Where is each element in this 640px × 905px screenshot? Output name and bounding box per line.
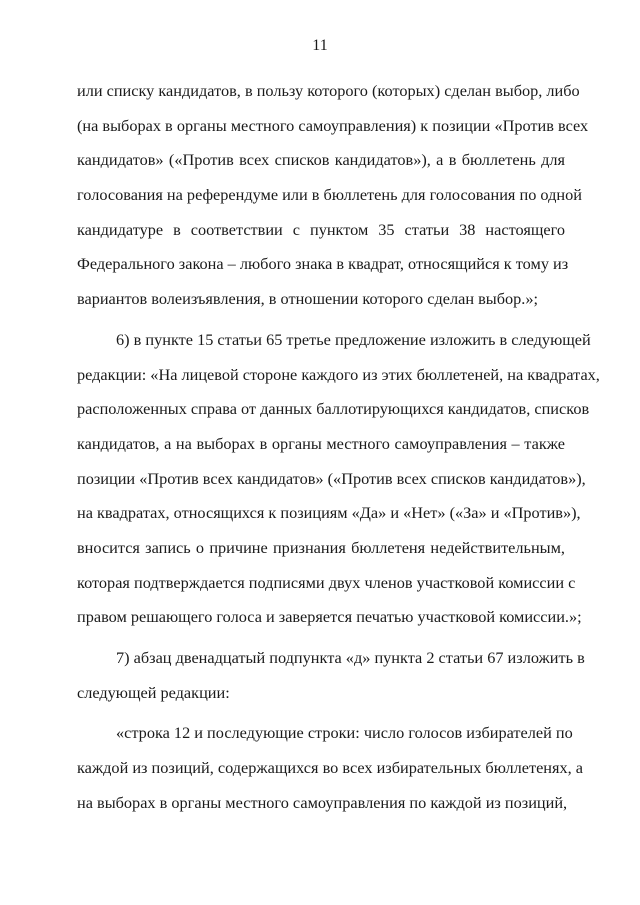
paragraph-item-6	[77, 323, 600, 635]
text-line: «строка 12 и последующие строки: число голосов избирателей по	[116, 723, 573, 743]
paragraph-item-7	[77, 641, 585, 710]
paragraph-quote	[77, 716, 584, 820]
text-line: позиции «Против всех кандидатов» («Против всех списков кандидатов»),	[77, 468, 586, 488]
paragraph-continuation	[77, 74, 589, 317]
text-line: вносится запись о причине признания бюллетеня недействительным,	[77, 537, 565, 557]
text-line: или списку кандидатов, в пользу которого (которых) сделан выбор, либо	[77, 81, 580, 100]
text-line: каждой из позиций, содержащихся во всех избирательных бюллетенях, а	[77, 758, 584, 778]
text-line: следующей редакции:	[77, 682, 230, 702]
document-body	[77, 74, 600, 820]
text-line: расположенных справа от данных баллотирующихся кандидатов, списков	[77, 399, 590, 419]
text-line: на выборах в органы местного самоуправления по каждой из позиций,	[77, 792, 568, 812]
text-line: редакции: «На лицевой стороне каждого из этих бюллетеней, на квадратах,	[77, 364, 600, 384]
text-line: Федерального закона – любого знака в квадрат, относящийся к тому из	[77, 254, 569, 274]
text-line: правом решающего голоса и заверяется печатью участковой комиссии.»;	[77, 607, 582, 627]
text-line: 7) абзац двенадцатый подпункта «д» пункта 2 статьи 67 изложить в	[116, 648, 585, 667]
text-line: которая подтверждается подписями двух членов участковой комиссии с	[77, 572, 576, 592]
text-line: на квадратах, относящихся к позициям «Да» и «Нет» («За» и «Против»),	[77, 503, 581, 523]
text-line: кандидатуре в соответствии с пунктом 35 статьи 38 настоящего	[77, 219, 565, 239]
text-line: (на выборах в органы местного самоуправления) к позиции «Против всех	[77, 115, 589, 135]
text-line: кандидатов, а на выборах в органы местного самоуправления – также	[77, 433, 565, 453]
page-number: 11	[312, 37, 328, 54]
text-line: 6) в пункте 15 статьи 65 третье предложение изложить в следующей	[116, 329, 591, 349]
text-line: голосования на референдуме или в бюллетень для голосования по одной	[77, 185, 582, 205]
text-line: кандидатов» («Против всех списков кандидатов»), а в бюллетень для	[77, 150, 565, 170]
text-line: вариантов волеизъявления, в отношении которого сделан выбор.»;	[77, 289, 539, 309]
